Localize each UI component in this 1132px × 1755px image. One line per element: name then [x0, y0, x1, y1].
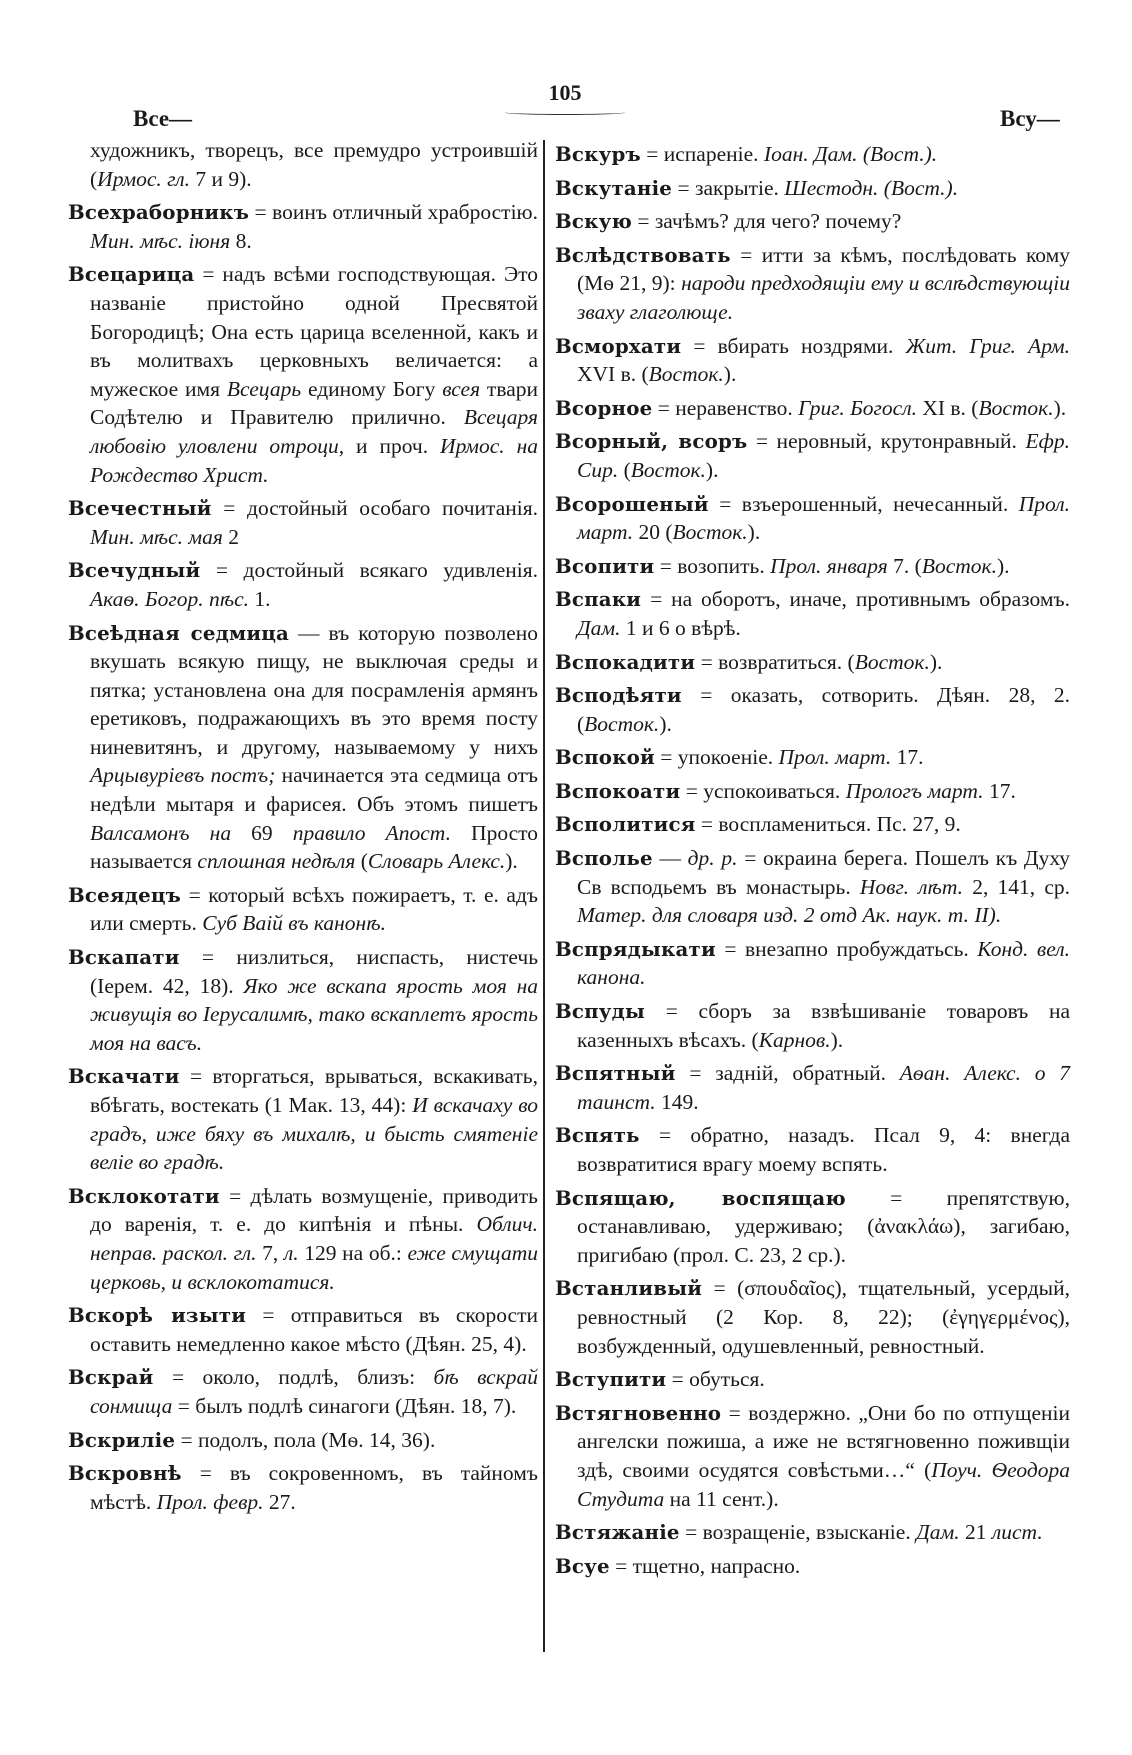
headword: Вскорѣ изыти	[68, 1303, 247, 1328]
definition-text: = въ сокровенномъ, въ тайномъ мѣстѣ.	[90, 1461, 538, 1514]
dictionary-entry	[68, 1459, 538, 1516]
definition-text: — въ которую позволено вкушать всякую пищу, не выключая среды и пятка; установлена она для посрамленія армянъ еретиковъ, подражающихъ въ это время посту ниневитянъ, и другому, называемому у нихъ	[90, 620, 538, 759]
headword: Всподѣяти	[555, 683, 682, 708]
citation-text: Арцывуріевъ постъ;	[90, 763, 276, 788]
definition-text: = упокоеніе.	[654, 745, 779, 770]
definition-text: 1.	[248, 586, 271, 611]
dictionary-entry	[68, 1182, 538, 1296]
citation-text: Прологъ март.	[845, 778, 984, 803]
definition-text: = закрытіе.	[672, 175, 785, 200]
citation-text: Облич. неправ. раскол. гл.	[90, 1212, 538, 1265]
dictionary-entry	[68, 494, 538, 551]
definition-text: = (σπουδαῖος), тщательный, усердый, ревностный (2 Кор. 8, 22); (ἐγηγερμένος), возбужденный, одушевленный, ревностный.	[577, 1276, 1070, 1358]
definition-text: = который всѣхъ пожираетъ, т. е. адъ или смерть.	[90, 882, 538, 936]
running-head-left: Все—	[133, 106, 193, 131]
definition-text: = испареніе.	[640, 142, 764, 166]
definition-text: = возопить.	[654, 553, 771, 578]
dictionary-entry	[555, 394, 1070, 423]
dictionary-entry	[555, 1365, 1070, 1394]
headword: Вспаки	[555, 587, 642, 612]
definition-text: и проч.	[344, 433, 441, 458]
headword: Вскую	[555, 209, 632, 234]
headword: Встанливый	[555, 1276, 703, 1301]
citation-text: Мин. мѣс. мая	[90, 524, 223, 549]
dictionary-entry	[555, 648, 1070, 677]
definition-text: = достойный особаго почитанія.	[211, 496, 538, 521]
definition-text: = сборъ за взвѣшиваніе товаровъ на казенныхъ вѣсахъ. (	[577, 999, 1070, 1052]
headword: Всечудный	[68, 558, 201, 583]
citation-text: Прол. января	[770, 553, 888, 578]
dictionary-entry	[68, 556, 538, 613]
definition-text: 7,	[256, 1240, 284, 1265]
definition-text: = тщетно, напрасно.	[609, 1553, 801, 1578]
definition-text: ).	[996, 553, 1010, 578]
citation-text: Мин. мѣс. іюня	[90, 228, 231, 253]
dictionary-entry	[68, 198, 538, 255]
headword: Всорный, всоръ	[555, 429, 748, 454]
definition-text: = обратно, назадъ. Псал 9, 4: внегда возвратитися врагу моему вспять.	[577, 1123, 1070, 1176]
definition-text: начинается эта седмица отъ недѣли мытаря и фарисея. Объ этомъ пишетъ	[90, 763, 538, 817]
definition-text: 2	[222, 524, 240, 549]
definition-text: = подолъ, пола (Мѳ. 14, 36).	[175, 1427, 436, 1452]
definition-text: ).	[659, 711, 672, 736]
definition-text: 17.	[891, 745, 924, 770]
citation-text: народи предходящіи ему и вслѣдствующіи зваху глаголюще.	[577, 271, 1070, 324]
headword: Вступити	[555, 1367, 667, 1392]
definition-text: ).	[1053, 395, 1067, 420]
citation-text: Прол. февр.	[156, 1489, 264, 1514]
definition-text: = возращеніе, взысканіе.	[679, 1520, 917, 1545]
dictionary-entry	[555, 241, 1070, 327]
headword: Вспокадити	[555, 649, 696, 674]
citation-text: Восток.	[854, 649, 930, 674]
dictionary-entry	[555, 1399, 1070, 1513]
dictionary-entry	[555, 585, 1070, 642]
citation-text: Яко же вскапа ярость моя на живущія во Iерусалимѣ, тако вскаплетъ ярость моя на васъ.	[90, 973, 539, 1055]
citation-text: Валсамонъ на	[90, 820, 232, 845]
definition-text: единому Богу	[301, 376, 443, 401]
dictionary-entry	[555, 810, 1070, 839]
headword: Всорошеный	[555, 491, 709, 516]
definition-text: ).	[747, 520, 761, 545]
definition-text: ).	[929, 649, 943, 674]
definition-text: = оказать, сотворить. Дѣян. 28, 2. (	[577, 683, 1070, 736]
citation-text: еже смущати церковь, и всклокотатися.	[90, 1240, 538, 1294]
citation-text: Акаѳ. Богор. пѣс.	[90, 586, 249, 611]
citation-text: Прол. март.	[577, 491, 1070, 545]
headword: Всечестный	[68, 496, 212, 521]
citation-text: Восток.	[630, 457, 706, 482]
dictionary-entry	[555, 997, 1070, 1054]
headword: Всуе	[555, 1553, 610, 1578]
citation-text: Восток.	[921, 553, 997, 578]
dictionary-entry	[555, 777, 1070, 806]
citation-text: Шестодн. (Вост.).	[784, 175, 959, 200]
citation-text: сплошная недѣля	[197, 849, 356, 874]
citation-text: лист.	[991, 1520, 1043, 1545]
citation-text: Восток.	[672, 520, 748, 545]
headword: Всморхати	[555, 333, 682, 358]
definition-text: = окраина берега. Пошелъ къ Духу Св всподьемъ въ монастырь.	[577, 846, 1071, 899]
definition-text: ).	[723, 362, 737, 387]
dictionary-entry	[555, 935, 1070, 992]
definition-text: = возвратиться. (	[695, 649, 855, 674]
definition-text: 17.	[983, 778, 1016, 803]
dictionary-entry	[555, 332, 1070, 389]
definition-text: 69	[231, 820, 293, 845]
definition-text: = воспламениться. Пс. 27, 9.	[695, 812, 961, 837]
definition-text: = препятствую, останавливаю, удерживаю; (ἀνακλάω), загибаю, пригибаю (прол. С. 23, 2 ср.).	[577, 1185, 1070, 1267]
citation-text: л.	[283, 1240, 299, 1265]
definition-text: = зачѣмъ? для чего? почему?	[631, 209, 902, 234]
headword: Всполье	[555, 846, 653, 871]
definition-text: = внезапно пробуждатьсь.	[715, 936, 978, 961]
citation-text: Карнов.	[758, 1027, 831, 1052]
definition-text: = воздержно. „Они бо по отпущеніи ангелски пожиша, а иже не встягновенно поживщіи здѣ, своими осудятся совѣстьми…“ (	[577, 1400, 1070, 1482]
page-number: 105	[548, 80, 582, 105]
dictionary-entry	[68, 881, 538, 938]
definition-text: —	[652, 846, 688, 871]
dictionary-entry	[68, 619, 538, 876]
headword: Всорное	[555, 395, 653, 420]
dictionary-entry	[555, 174, 1070, 203]
dictionary-entry	[555, 1518, 1070, 1547]
definition-text: 1 и 6 о вѣрѣ.	[620, 615, 741, 640]
headword: Всполитися	[555, 812, 696, 837]
definition-text: ).	[705, 457, 719, 482]
dictionary-entry	[555, 490, 1070, 547]
definition-text: = неровный, крутонравный.	[747, 429, 1026, 454]
dictionary-entry	[555, 743, 1070, 772]
headword: Вскриліе	[68, 1427, 176, 1452]
citation-text: Прол. март.	[778, 745, 892, 770]
citation-text: Восток.	[584, 711, 660, 736]
definition-text: = надъ всѣми господствующая. Это названіе пристойно одной Пресвятой Богородицѣ; Она есть царица вселенной, какъ и въ молитвахъ церковныхъ величается: а мужеское имя	[90, 262, 538, 401]
headword: Вспящаю, воспящаю	[555, 1185, 846, 1210]
dictionary-entry	[555, 844, 1070, 930]
headword: Всеядецъ	[68, 882, 182, 907]
citation-text: Іоан. Дам. (Вост.).	[763, 142, 938, 166]
definition-text: 2, 141, ср.	[963, 874, 1071, 899]
definition-text: твари Содѣтелю и Правителю прилично.	[90, 376, 538, 430]
dictionary-entry	[555, 552, 1070, 581]
citation-text: Матер. для словаря изд. 2 отд Ак. наук. т. II).	[577, 903, 1002, 928]
definition-text: 20 (	[633, 520, 673, 545]
citation-text: Дам.	[916, 1520, 960, 1545]
definition-text: 7 и 9).	[190, 166, 252, 191]
page-number-rule	[505, 110, 625, 115]
definition-text: 149.	[655, 1089, 699, 1114]
dictionary-entry	[68, 943, 538, 1057]
citation-text: Восток.	[648, 362, 724, 387]
dictionary-entry	[555, 140, 1070, 169]
citation-text: Новг. лѣт.	[859, 874, 964, 899]
dictionary-entry	[555, 681, 1070, 738]
definition-text: = неравенство.	[652, 395, 799, 420]
headword: Вспуды	[555, 999, 646, 1024]
definition-text: = успокоиваться.	[680, 778, 846, 803]
running-head-right: Всу—	[1000, 106, 1060, 131]
definition-text: = былъ подлѣ синагоги (Дѣян. 18, 7).	[172, 1393, 517, 1418]
headword: Всеѣдная седмица	[68, 620, 290, 645]
citation-text: правило Апост.	[292, 820, 451, 845]
headword: Всецарица	[68, 262, 195, 287]
citation-text: Аѳан. Алекс. о 7 таинст.	[577, 1061, 1070, 1114]
headword: Вспокой	[555, 745, 655, 770]
headword: Вскачати	[68, 1064, 180, 1089]
headword: Вспять	[555, 1123, 640, 1148]
definition-text: 7. (	[887, 553, 922, 578]
dictionary-entry	[555, 1059, 1070, 1116]
citation-text: Жит. Григ. Арм.	[905, 333, 1070, 358]
headword: Всклокотати	[68, 1183, 220, 1208]
dictionary-entry	[555, 427, 1070, 484]
definition-text: = низлиться, ниспасть, нистечь (Iерем. 42, 18).	[90, 945, 538, 998]
definition-text: = вбирать ноздрями.	[681, 333, 906, 358]
headword: Встяжаніе	[555, 1520, 680, 1545]
definition-text: = отправиться въ скорости оставить немедленно какое мѣсто (Дѣян. 25, 4).	[90, 1303, 539, 1356]
headword: Вспокоати	[555, 778, 681, 803]
definition-text: ).	[830, 1027, 844, 1052]
citation-text: всея	[442, 376, 481, 401]
headword: Вслѣдствовать	[555, 242, 731, 267]
definition-text: 8.	[230, 228, 252, 253]
definition-text: ).	[505, 849, 518, 874]
definition-text: художникъ, творецъ, все премудро устроившій (	[90, 138, 538, 191]
dictionary-entry	[68, 1301, 538, 1358]
headword: Вскапати	[68, 945, 180, 970]
citation-text: И вскачаху во градъ, иже бяху въ михалѣ, и бысть смятеніе веліе во градѣ.	[90, 1093, 539, 1175]
dictionary-entry	[68, 136, 538, 193]
definition-text: XVI в. (	[577, 362, 649, 387]
citation-text: Григ. Богосл.	[798, 395, 917, 420]
citation-text: др. р.	[687, 846, 738, 871]
dictionary-entry	[68, 1062, 538, 1176]
headword: Вскуръ	[555, 142, 641, 166]
definition-text: = итти за кѣмъ, послѣдовать кому (Мѳ 21, 9):	[577, 242, 1070, 296]
definition-text: = около, подлѣ, близъ:	[153, 1365, 434, 1390]
headword: Вскутаніе	[555, 175, 673, 200]
definition-text: = вторгаться, врываться, вскакивать, вбѣгать, востекать (1 Мак. 13, 44):	[90, 1064, 538, 1117]
left-column	[68, 136, 538, 1521]
citation-text: бѣ вскрай сонмища	[90, 1365, 538, 1418]
dictionary-entry	[555, 1552, 1070, 1581]
dictionary-entry	[68, 1426, 538, 1455]
headword: Вскровнѣ	[68, 1461, 182, 1486]
citation-text: Поуч. Ѳеодора Студита	[577, 1457, 1070, 1511]
dictionary-entry	[555, 1184, 1070, 1270]
definition-text: = дѣлать возмущеніе, приводить до варенія, т. е. до кипѣнія и пѣны.	[90, 1183, 538, 1237]
definition-text: 21	[959, 1520, 992, 1545]
definition-text: = обуться.	[666, 1367, 765, 1392]
headword: Встягновенно	[555, 1400, 722, 1425]
dictionary-entry	[555, 1121, 1070, 1178]
citation-text: Ирмос. гл.	[97, 166, 190, 191]
headword: Вскрай	[68, 1365, 154, 1390]
dictionary-entry	[68, 1363, 538, 1420]
citation-text: Всецаря любовію уловлени отроци,	[90, 405, 538, 458]
right-column	[543, 140, 1070, 1652]
citation-text: Ефр. Сир.	[577, 429, 1071, 482]
citation-text: Всецарь	[226, 376, 302, 401]
definition-text: 27.	[263, 1489, 296, 1514]
dictionary-entry	[555, 1274, 1070, 1360]
definition-text: 129 на об.:	[298, 1240, 408, 1265]
citation-text: Дам.	[577, 615, 621, 640]
dictionary-entry	[68, 260, 538, 489]
definition-text: = достойный всякаго удивленія.	[200, 558, 538, 583]
definition-text: (	[355, 849, 368, 874]
definition-text: Просто называется	[90, 820, 539, 874]
citation-text: Суб Ваій въ канонѣ.	[202, 911, 386, 936]
definition-text: (	[618, 457, 631, 482]
headword: Вспятный	[555, 1061, 676, 1086]
headword: Всопити	[555, 553, 655, 578]
definition-text: на 11 сент.).	[664, 1486, 779, 1511]
citation-text: Ирмос. на Рождество Христ.	[90, 433, 538, 487]
definition-text: = взъерошенный, нечесанный.	[708, 491, 1019, 516]
dictionary-entry	[555, 207, 1070, 236]
headword: Всехраборникъ	[68, 200, 250, 225]
citation-text: Словарь Алекс.	[367, 849, 506, 874]
definition-text: = воинъ отличный храбростію.	[249, 200, 538, 225]
headword: Вспрядыкати	[555, 936, 716, 961]
definition-text: = на оборотъ, иначе, противнымъ образомъ.	[641, 587, 1070, 612]
citation-text: Восток.	[978, 395, 1054, 420]
definition-text: XI в. (	[916, 395, 979, 420]
citation-text: Конд. вел. канона.	[577, 936, 1070, 990]
definition-text: = задній, обратный.	[675, 1061, 900, 1086]
